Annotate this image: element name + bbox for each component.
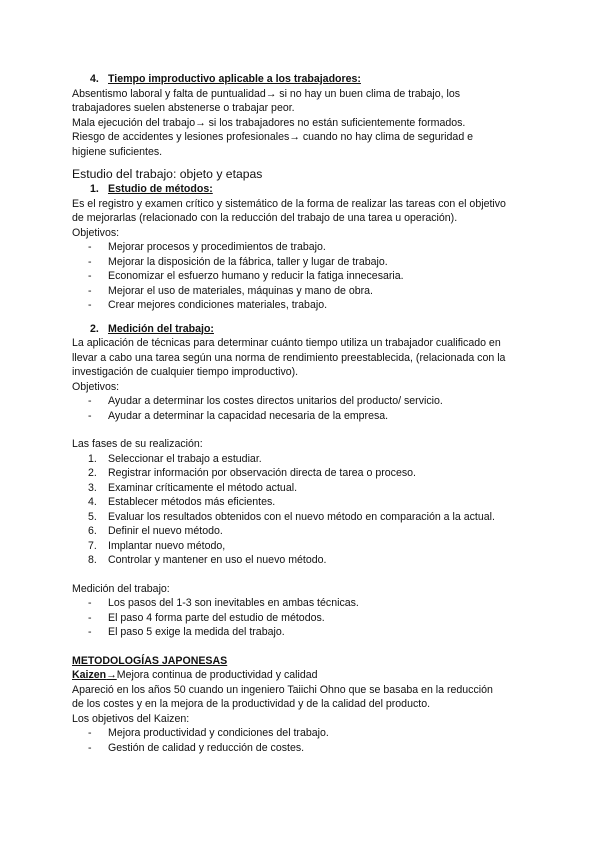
kaizen-objetivos-label: Los objetivos del Kaizen: <box>72 712 190 725</box>
list-item: - El paso 5 exige la medida del trabajo. <box>88 626 285 638</box>
kaizen-line-1: de los costes y en la mejora de la productividad y de la calidad del producto. <box>72 698 431 710</box>
kaizen-definition: Mejora continua de productividad y calidad <box>116 669 318 681</box>
estudio-title: Estudio del trabajo: objeto y etapas <box>72 167 263 181</box>
document-page <box>72 72 532 755</box>
metodos-title: Estudio de métodos: <box>108 183 213 195</box>
metodos-number: 1. <box>90 183 99 195</box>
list-item: 5. Evaluar los resultados obtenidos con el nuevo método en comparación a la actual. <box>88 510 495 523</box>
kaizen-line-0: Apareció en los años 50 cuando un ingeniero Taiichi Ohno que se basaba en la reducción <box>72 683 493 696</box>
list-item: - Mejora productividad y condiciones del trabajo. <box>88 727 329 739</box>
list-item: 3. Examinar críticamente el método actual. <box>88 481 298 494</box>
list-item: - Mejorar la disposición de la fábrica, taller y lugar de trabajo. <box>88 255 388 268</box>
metodos-line-1: de mejorarlas (relacionado con la reducción del trabajo de una tarea u operación). <box>72 212 458 224</box>
medicion-objetivos-label: Objetivos: <box>72 380 120 393</box>
list-item: 1. Seleccionar el trabajo a estudiar. <box>88 452 262 465</box>
section-4-title: Tiempo improductivo aplicable a los trabajadores: <box>108 73 361 85</box>
kaizen-term: Kaizen <box>72 669 107 681</box>
metodos-objetivos-label: Objetivos: <box>72 226 120 239</box>
medicion-line-0: La aplicación de técnicas para determinar cuánto tiempo utiliza un trabajador cualificado en <box>72 337 501 349</box>
fases-label: Las fases de su realización: <box>72 438 203 450</box>
list-item: 8. Controlar y mantener en uso el nuevo método. <box>88 554 327 566</box>
metodos-heading <box>72 182 532 197</box>
list-item: 4. Establecer métodos más eficientes. <box>88 496 276 508</box>
medicion-title: Medición del trabajo: <box>108 322 214 335</box>
list-item: - Ayudar a determinar la capacidad necesaria de la empresa. <box>88 409 389 422</box>
list-item: - Mejorar procesos y procedimientos de trabajo. <box>88 241 326 253</box>
list-item: - Economizar el esfuerzo humano y reducir la fatiga innecesaria. <box>88 270 404 282</box>
kaizen-arrow: → <box>106 669 117 681</box>
list-item: 7. Implantar nuevo método, <box>88 539 226 552</box>
medicion-notas-label: Medición del trabajo: <box>72 582 170 595</box>
kaizen-heading <box>72 668 532 683</box>
medicion-number: 2. <box>90 322 99 335</box>
list-item: - Mejorar el uso de materiales, máquinas y mano de obra. <box>88 284 373 297</box>
list-item: - El paso 4 forma parte del estudio de métodos. <box>88 611 325 624</box>
medicion-heading <box>72 322 532 337</box>
s4-line-2: Mala ejecución del trabajo→ si los trabajadores no están suficientemente formados. <box>72 116 466 129</box>
list-item: - Gestión de calidad y reducción de costes. <box>88 741 305 754</box>
s4-line-4: higiene suficientes. <box>72 145 163 158</box>
japonesas-title: METODOLOGÍAS JAPONESAS <box>72 654 228 667</box>
s4-line-1: trabajadores suelen abstenerse o trabajar peor. <box>72 102 295 114</box>
s4-line-0: Absentismo laboral y falta de puntualidad→ si no hay un buen clima de trabajo, los <box>72 87 461 100</box>
s4-line-3: Riesgo de accidentes y lesiones profesionales→ cuando no hay clima de seguridad e <box>72 131 474 143</box>
list-item: 2. Registrar información por observación directa de tarea o proceso. <box>88 467 416 479</box>
list-item: 6. Definir el nuevo método. <box>88 525 223 537</box>
section-4-number: 4. <box>90 73 99 85</box>
medicion-line-2: investigación de cualquier tiempo improductivo). <box>72 366 299 378</box>
list-item: - Ayudar a determinar los costes directos unitarios del producto/ servicio. <box>88 395 443 407</box>
list-item: - Crear mejores condiciones materiales, trabajo. <box>88 299 328 311</box>
medicion-line-1: llevar a cabo una tarea según una norma de rendimiento preestablecida, (relacionada con la <box>72 351 506 364</box>
section-4-heading <box>72 72 532 87</box>
metodos-line-0: Es el registro y examen crítico y sistemático de la forma de realizar las tareas con el objetivo <box>72 197 506 210</box>
list-item: - Los pasos del 1-3 son inevitables en ambas técnicas. <box>88 597 359 609</box>
